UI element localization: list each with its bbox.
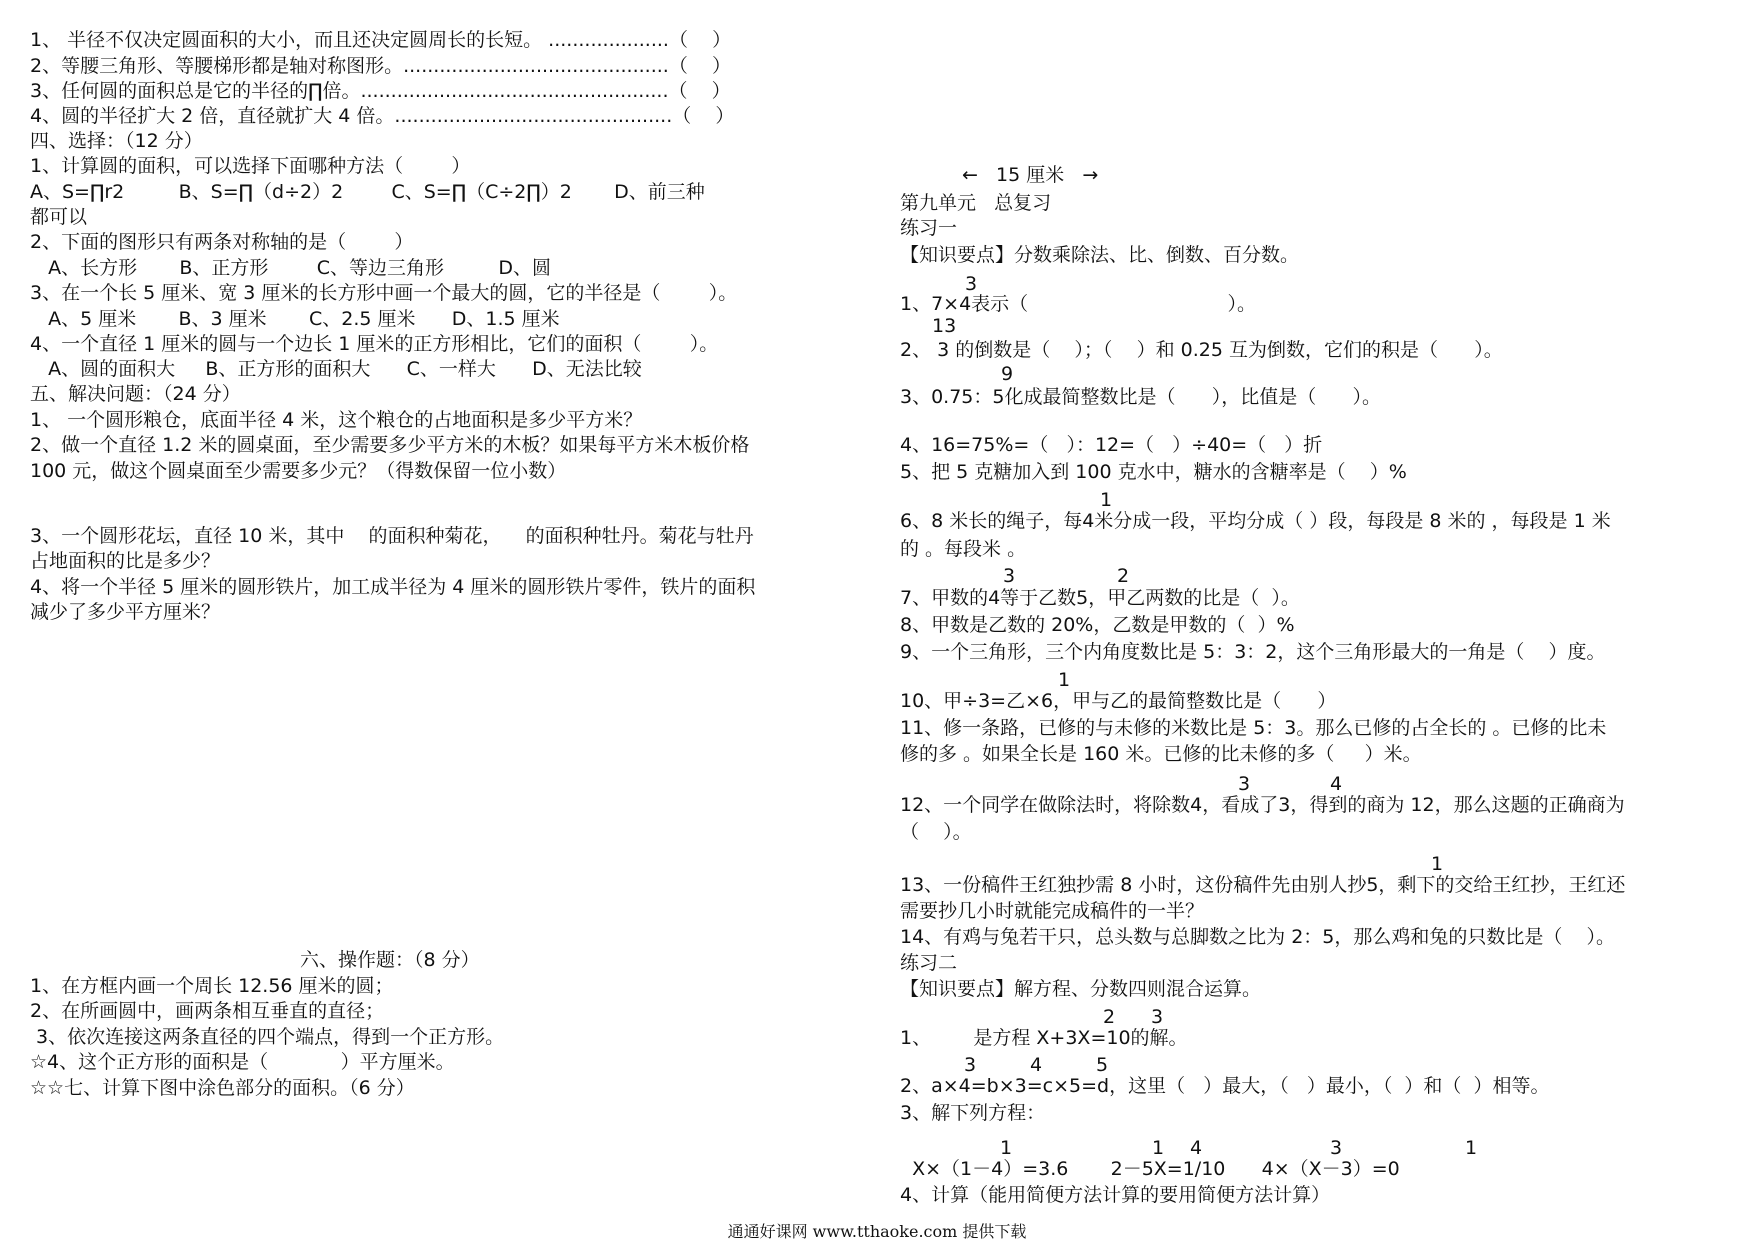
solve-q2: 2、做一个直径 1.2 米的圆桌面，至少需要多少平方米的木板？如果每平方米木板价格: [30, 434, 750, 456]
solve-q4-cont: 减少了多少平方厘米？: [30, 601, 221, 623]
section-seven-title: ☆☆七、计算下图中涂色部分的面积。（6 分）: [30, 1077, 415, 1099]
ex2-q4: 4、计算（能用简便方法计算的要用简便方法计算）: [900, 1184, 1331, 1206]
solve-q3-cont: 占地面积的比是多少？: [30, 550, 221, 572]
ex1-q9: 9、一个三角形，三个内角度数比是 5：3：2，这个三角形最大的一角是（ ）度。: [900, 641, 1606, 663]
ex1-q6-cont: 的 。每段米 。: [900, 538, 1027, 560]
exercise-2-title: 练习二: [900, 952, 958, 974]
fraction-numerator: 1: [1000, 1137, 1013, 1159]
ex1-q13: 13、一份稿件王红独抄需 8 小时，这份稿件先由别人抄5，剩下的交给王红抄，王红还: [900, 874, 1626, 896]
fraction-numerator: 3: [965, 273, 978, 295]
choice-q4-options: A、圆的面积大 B、正方形的面积大 C、一样大 D、无法比较: [30, 358, 642, 380]
solve-section-title: 五、解决问题：（24 分）: [30, 383, 241, 405]
operation-section-title: 六、操作题：（8 分）: [300, 949, 480, 971]
fraction-numerator: 1: [1431, 853, 1444, 875]
judge-item-3: 3、任何圆的面积总是它的半径的∏倍。...................................................（ ）: [30, 80, 731, 102]
ex1-q13-cont: 需要抄几小时就能完成稿件的一半？: [900, 900, 1205, 922]
judge-item-2: 2、等腰三角形、等腰梯形都是轴对称图形。............................................（ ）: [30, 55, 731, 77]
ex1-q11-cont: 修的多 。如果全长是 160 米。已修的比未修的多（ ）米。: [900, 743, 1422, 765]
choice-q3: 3、在一个长 5 厘米、宽 3 厘米的长方形中画一个最大的圆，它的半径是（ ）。: [30, 282, 738, 304]
fraction-numerator: 3: [964, 1054, 977, 1076]
fraction-numerator: 3: [1151, 1006, 1164, 1028]
fraction-numerator: 3: [1238, 773, 1251, 795]
fraction-numerator: 13: [932, 315, 957, 337]
operation-item-4: ☆4、这个正方形的面积是（ ）平方厘米。: [30, 1051, 455, 1073]
ex1-q5: 5、把 5 克糖加入到 100 克水中，糖水的含糖率是（ ）%: [900, 461, 1407, 483]
fraction-numerator: 2: [1103, 1006, 1116, 1028]
operation-item-2: 2、在所画圆中，画两条相互垂直的直径；: [30, 1000, 385, 1022]
fraction-numerator: 9: [1001, 363, 1014, 385]
fraction-numerator: 5: [1096, 1054, 1109, 1076]
solve-q4: 4、将一个半径 5 厘米的圆形铁片，加工成半径为 4 厘米的圆形铁片零件，铁片的面积: [30, 576, 756, 598]
ex1-q12: 12、一个同学在做除法时，将除数4，看成了3，得到的商为 12，那么这题的正确商为: [900, 794, 1625, 816]
fraction-numerator: 4: [1330, 773, 1343, 795]
choice-q2: 2、下面的图形只有两条对称轴的是（ ）: [30, 231, 414, 253]
ex2-q2: 2、a×4=b×3=c×5=d，这里（ ）最大，（ ）最小，（ ）和（ ）相等。: [900, 1075, 1550, 1097]
operation-item-1: 1、在方框内画一个周长 12.56 厘米的圆；: [30, 975, 394, 997]
unit-title: 第九单元 总复习: [900, 192, 1052, 214]
fraction-numerator: 3: [1330, 1137, 1343, 1159]
solve-q2-cont: 100 元，做这个圆桌面至少需要多少元？（得数保留一位小数）: [30, 460, 567, 482]
ex1-q6: 6、8 米长的绳子，每4米分成一段，平均分成（ ）段，每段是 8 米的 ，每段是 1 米: [900, 510, 1611, 532]
ex1-q7: 7、甲数的4等于乙数5，甲乙两数的比是（ ）。: [900, 587, 1300, 609]
fraction-numerator: 3: [1003, 565, 1016, 587]
ex1-q3: 3、0.75：5化成最简整数比是（ ），比值是（ ）。: [900, 386, 1381, 408]
choice-q1: 1、计算圆的面积，可以选择下面哪种方法（ ）: [30, 155, 471, 177]
fraction-numerator: 4: [1030, 1054, 1043, 1076]
operation-item-3: 3、依次连接这两条直径的四个端点，得到一个正方形。: [30, 1026, 505, 1048]
ex1-q4: 4、16=75%=（ ）：12=（ ）÷40=（ ）折: [900, 434, 1323, 456]
exercise-2-key-points: 【知识要点】解方程、分数四则混合运算。: [900, 978, 1262, 1000]
footer-watermark: 通通好课网 www.tthaoke.com 提供下载: [727, 1222, 1027, 1241]
choice-q1-options-cont: 都可以: [30, 206, 88, 228]
judge-item-1: 1、 半径不仅决定圆面积的大小，而且还决定圆周长的长短。 ....................（ ）: [30, 29, 732, 51]
exercise-1-title: 练习一: [900, 217, 958, 239]
ex1-q1: 1、7×4表示（ ）。: [900, 293, 1256, 315]
exercise-1-key-points: 【知识要点】分数乘除法、比、倒数、百分数。: [900, 244, 1300, 266]
ex2-q3: 3、解下列方程：: [900, 1102, 1046, 1124]
ex1-q14: 14、有鸡与兔若干只，总头数与总脚数之比为 2：5，那么鸡和兔的只数比是（ ）。: [900, 926, 1616, 948]
choice-q3-options: A、5 厘米 B、3 厘米 C、2.5 厘米 D、1.5 厘米: [30, 308, 560, 330]
fraction-numerator: 1: [1465, 1137, 1478, 1159]
fraction-numerator: 1: [1058, 669, 1071, 691]
solve-q3: 3、一个圆形花坛，直径 10 米，其中 的面积种菊花， 的面积种牡丹。菊花与牡丹: [30, 525, 754, 547]
choice-section-title: 四、选择：（12 分）: [30, 130, 203, 152]
choice-q4: 4、一个直径 1 厘米的圆与一个边长 1 厘米的正方形相比，它们的面积（ ）。: [30, 333, 719, 355]
ex1-q12-cont: （ ）。: [900, 821, 972, 843]
ex2-q1: 1、 是方程 X+3X=10的解。: [900, 1027, 1188, 1049]
ex1-q10: 10、甲÷3=乙×6，甲与乙的最简整数比是（ ）: [900, 690, 1337, 712]
fraction-numerator: 1: [1152, 1137, 1165, 1159]
ex1-q11: 11、修一条路，已修的与未修的米数比是 5：3。那么已修的占全长的 。已修的比未: [900, 717, 1607, 739]
fraction-numerator: 1: [1100, 489, 1113, 511]
ex2-q3-equations: X×（1－4）=3.6 2－5X=1/10 4×（X－3）=0: [900, 1158, 1400, 1180]
fraction-numerator: 4: [1190, 1137, 1203, 1159]
judge-item-4: 4、圆的半径扩大 2 倍，直径就扩大 4 倍。..............................................（ ）: [30, 105, 735, 127]
fraction-numerator: 2: [1117, 565, 1130, 587]
ex1-q2: 2、 3 的倒数是（ ）；（ ）和 0.25 互为倒数，它们的积是（ ）。: [900, 339, 1503, 361]
dimension-arrow-label: ← 15 厘米 →: [962, 164, 1099, 186]
ex1-q8: 8、甲数是乙数的 20%，乙数是甲数的（ ）%: [900, 614, 1295, 636]
solve-q1: 1、 一个圆形粮仓，底面半径 4 米，这个粮仓的占地面积是多少平方米？: [30, 409, 643, 431]
choice-q2-options: A、长方形 B、正方形 C、等边三角形 D、圆: [30, 257, 551, 279]
choice-q1-options: A、S=∏r2 B、S=∏（d÷2）2 C、S=∏（C÷2∏）2 D、前三种: [30, 181, 705, 203]
